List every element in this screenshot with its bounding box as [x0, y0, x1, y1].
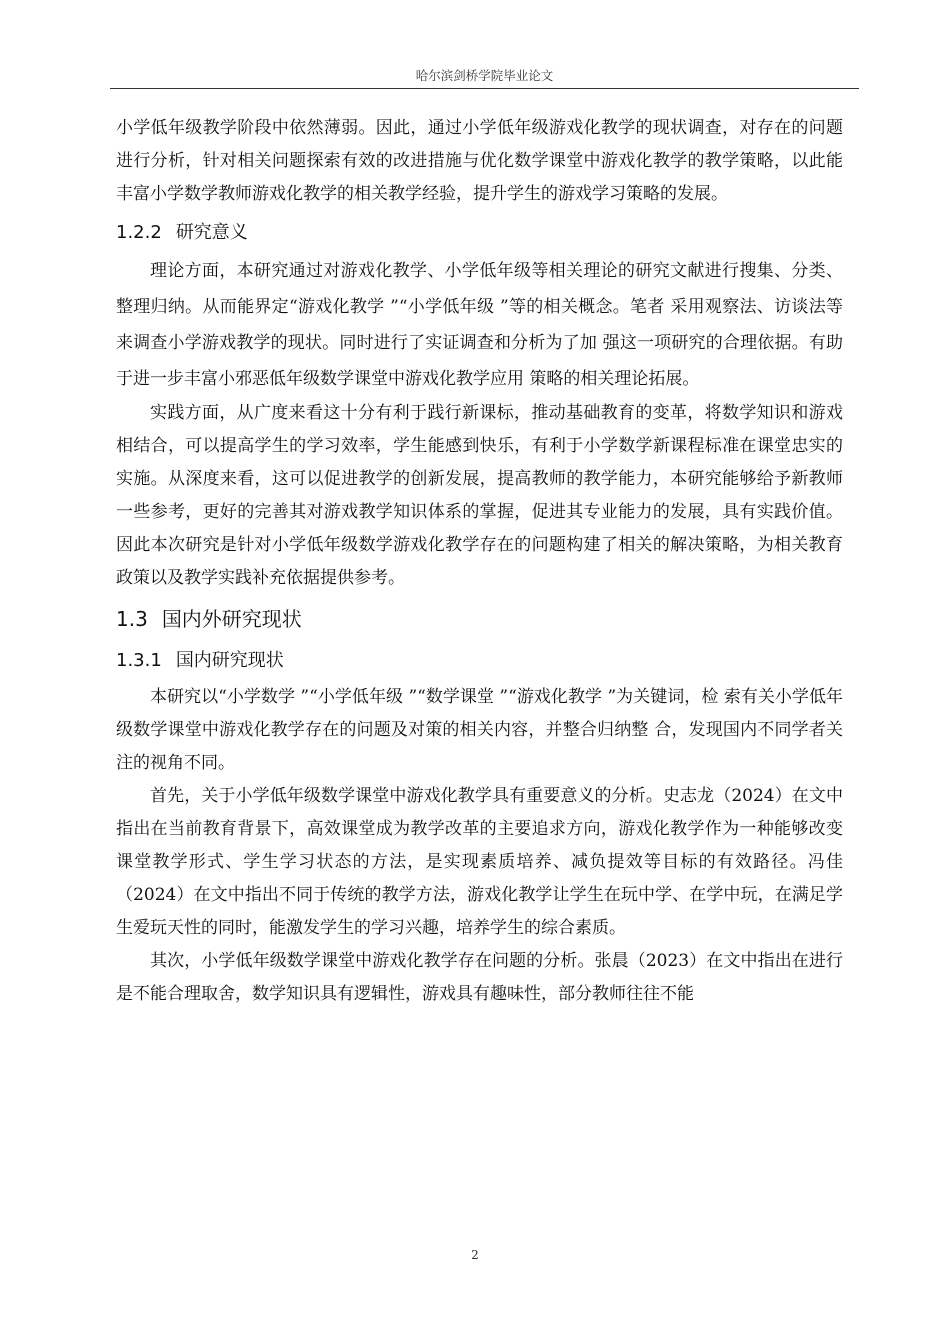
heading-title: 国内外研究现状 — [161, 607, 302, 631]
page-header: 哈尔滨剑桥学院毕业论文 — [415, 68, 554, 83]
first-analysis-paragraph: 首先，关于小学低年级数学课堂中游戏化教学具有重要意义的分析。史志龙（2024）在文中指出在当前教育背景下，高效课堂成为教学改革的主要追求方向，游戏化教学作为一种能够改变课堂教学形式、学生学习状态的方法，是实现素质培养、减负提效等目标的有效路径。冯佳（2024）在文中指出不同于传统的教学方法，游戏化教学让学生在玩中学、在学中玩，在满足学生爱玩天性的同时，能激发学生的学习兴趣，培养学生的综合素质。 — [116, 786, 843, 938]
second-analysis-paragraph: 其次，小学低年级数学课堂中游戏化教学存在问题的分析。张晨（2023）在文中指出在进行是不能合理取舍，数学知识具有逻辑性，游戏具有趣味性，部分教师往往不能 — [116, 951, 843, 1004]
heading-number: 1.3 — [116, 607, 148, 631]
heading-title: 国内研究现状 — [175, 650, 284, 671]
heading-1-3 — [116, 599, 843, 639]
header-rule — [110, 88, 859, 89]
heading-1-2-2 — [116, 215, 843, 251]
page-number: 2 — [471, 1248, 479, 1262]
document-body — [116, 112, 843, 1011]
intro-paragraph: 小学低年级教学阶段中依然薄弱。因此，通过小学低年级游戏化教学的现状调查，对存在的问题进行分析，针对相关问题探索有效的改进措施与优化数学课堂中游戏化教学的教学策略，以此能丰富小学数学教师游戏化教学的相关教学经验，提升学生的游戏学习策略的发展。 — [116, 118, 843, 204]
heading-title: 研究意义 — [175, 222, 248, 243]
heading-number: 1.3.1 — [116, 650, 162, 671]
heading-number: 1.2.2 — [116, 222, 162, 243]
keywords-paragraph: 本研究以“小学数学 ”“小学低年级 ”“数学课堂 ”“游戏化教学 ”为关键词，检 索有关小学低年级数学课堂中游戏化教学存在的问题及对策的相关内容，并整合归纳整 合，发现国内不同学者关注的视角不同。 — [116, 687, 843, 773]
practice-paragraph: 实践方面，从广度来看这十分有利于践行新课标，推动基础教育的变革，将数学知识和游戏相结合，可以提高学生的学习效率，学生能感到快乐，有利于小学数学新课程标准在课堂忠实的实施。从深度来看，这可以促进教学的创新发展，提高教师的教学能力，本研究能够给予新教师一些参考，更好的完善其对游戏教学知识体系的掌握，促进其专业能力的发展，具有实践价值。因此本次研究是针对小学低年级数学游戏化教学存在的问题构建了相关的解决策略，为相关教育政策以及教学实践补充依据提供参考。 — [116, 403, 843, 588]
theory-paragraph: 理论方面，本研究通过对游戏化教学、小学低年级等相关理论的研究文献进行搜集、分类、整理归纳。从而能界定“游戏化教学 ”“小学低年级 ”等的相关概念。笔者 采用观察法、访谈法等来调查小学游戏教学的现状。同时进行了实证调查和分析为了加 强这一项研究的合理依据。有助于进一步丰富小邪恶低年级数学课堂中游戏化教学应用 策略的相关理论拓展。 — [116, 261, 843, 389]
heading-1-3-1 — [116, 643, 843, 679]
